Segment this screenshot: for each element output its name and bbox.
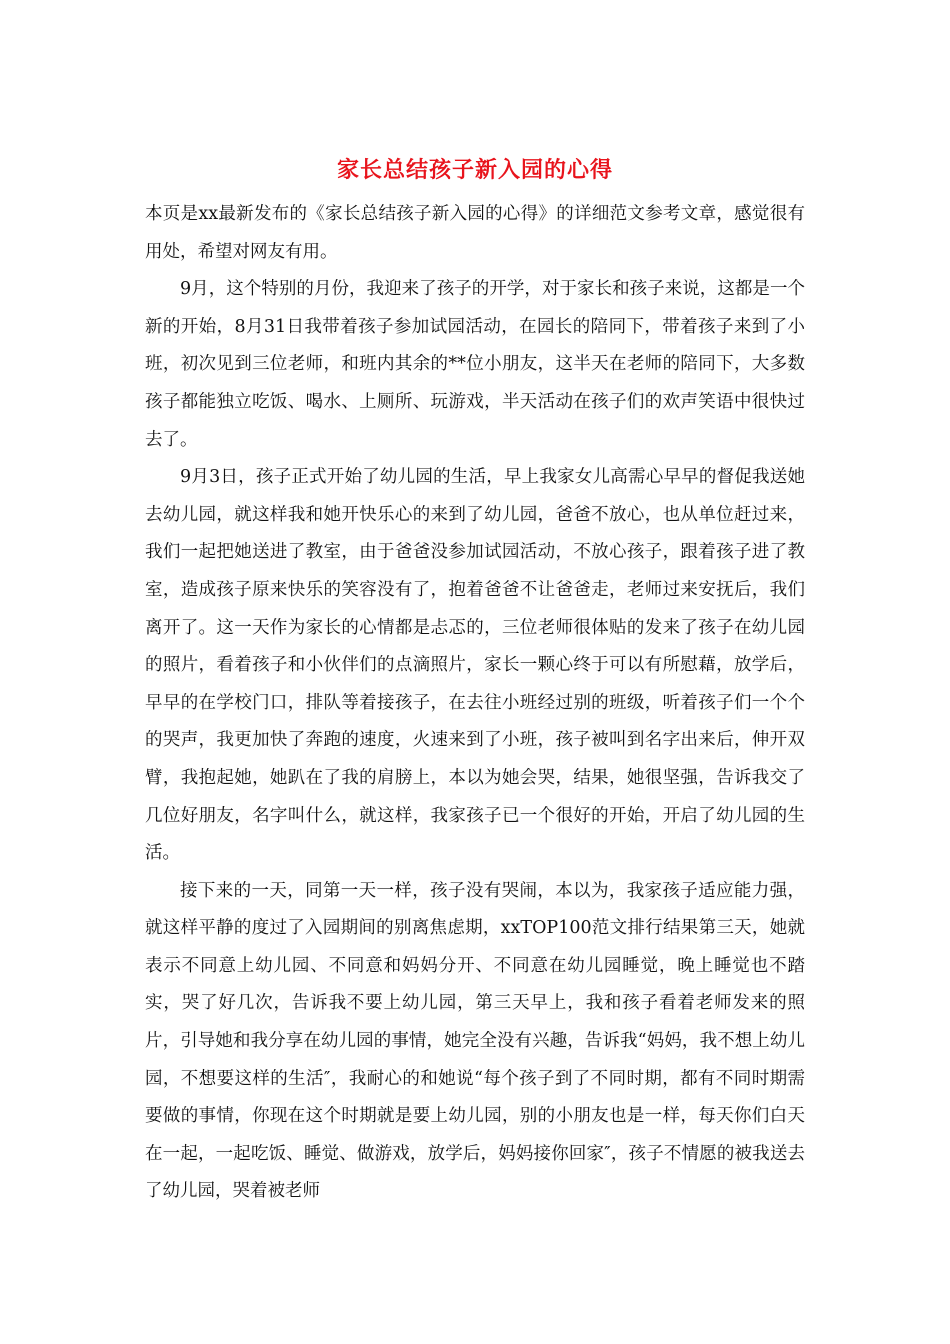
paragraph-first-day: 9月3日，孩子正式开始了幼儿园的生活，早上我家女儿高需心早早的督促我送她去幼儿园，就这样我和她开快乐心的来到了幼儿园，爸爸不放心，也从单位赶过来，我们一起把她送进了教室，由于爸爸没参加试园活动，不放心孩子，跟着孩子进了教室，造成孩子原来快乐的笑容没有了，抱着爸爸不让爸爸走，老师过来安抚后，我们离开了。这一天作为家长的心情都是忐忑的，三位老师很体贴的发来了孩子在幼儿园的照片，看着孩子和小伙伴们的点滴照片，家长一颗心终于可以有所慰藉，放学后，早早的在学校门口，排队等着接孩子，在去往小班经过别的班级，听着孩子们一个个的哭声，我更加快了奔跑的速度，火速来到了小班，孩子被叫到名字出来后，伸开双臂，我抱起她，她趴在了我的肩膀上，本以为她会哭，结果，她很坚强，告诉我交了几位好朋友，名字叫什么，就这样，我家孩子已一个很好的开始，开启了幼儿园的生活。 bbox=[145, 467, 805, 864]
paragraph-third-day: 接下来的一天，同第一天一样，孩子没有哭闹，本以为，我家孩子适应能力强，就这样平静的度过了入园期间的别离焦虑期，xxTOP100范文排行结果第三天，她就表示不同意上幼儿园、不同意和妈妈分开、不同意在幼儿园睡觉，晚上睡觉也不踏实，哭了好几次，告诉我不要上幼儿园，第三天早上，我和孩子看着老师发来的照片，引导她和我分享在幼儿园的事情，她完全没有兴趣，告诉我“妈妈，我不想上幼儿园，不想要这样的生活″，我耐心的和她说“每个孩子到了不同时期，都有不同时期需要做的事情，你现在这个时期就是要上幼儿园，别的小朋友也是一样，每天你们白天在一起，一起吃饭、睡觉、做游戏，放学后，妈妈接你回家″，孩子不情愿的被我送去了幼儿园，哭着被老师 bbox=[145, 880, 805, 1202]
document-title: 家长总结孩子新入园的心得 bbox=[336, 157, 613, 183]
paragraph-trial-day: 9月，这个特别的月份，我迎来了孩子的开学，对于家长和孩子来说，这都是一个新的开始，8月31日我带着孩子参加试园活动，在园长的陪同下，带着孩子来到了小班，初次见到三位老师，和班内其余的**位小朋友，这半天在老师的陪同下，大多数孩子都能独立吃饭、喝水、上厕所、玩游戏，半天活动在孩子们的欢声笑语中很快过去了。 bbox=[145, 279, 805, 450]
intro-paragraph: 本页是xx最新发布的《家长总结孩子新入园的心得》的详细范文参考文章，感觉很有用处，希望对网友有用。 bbox=[145, 204, 805, 262]
document-page bbox=[145, 150, 805, 1211]
